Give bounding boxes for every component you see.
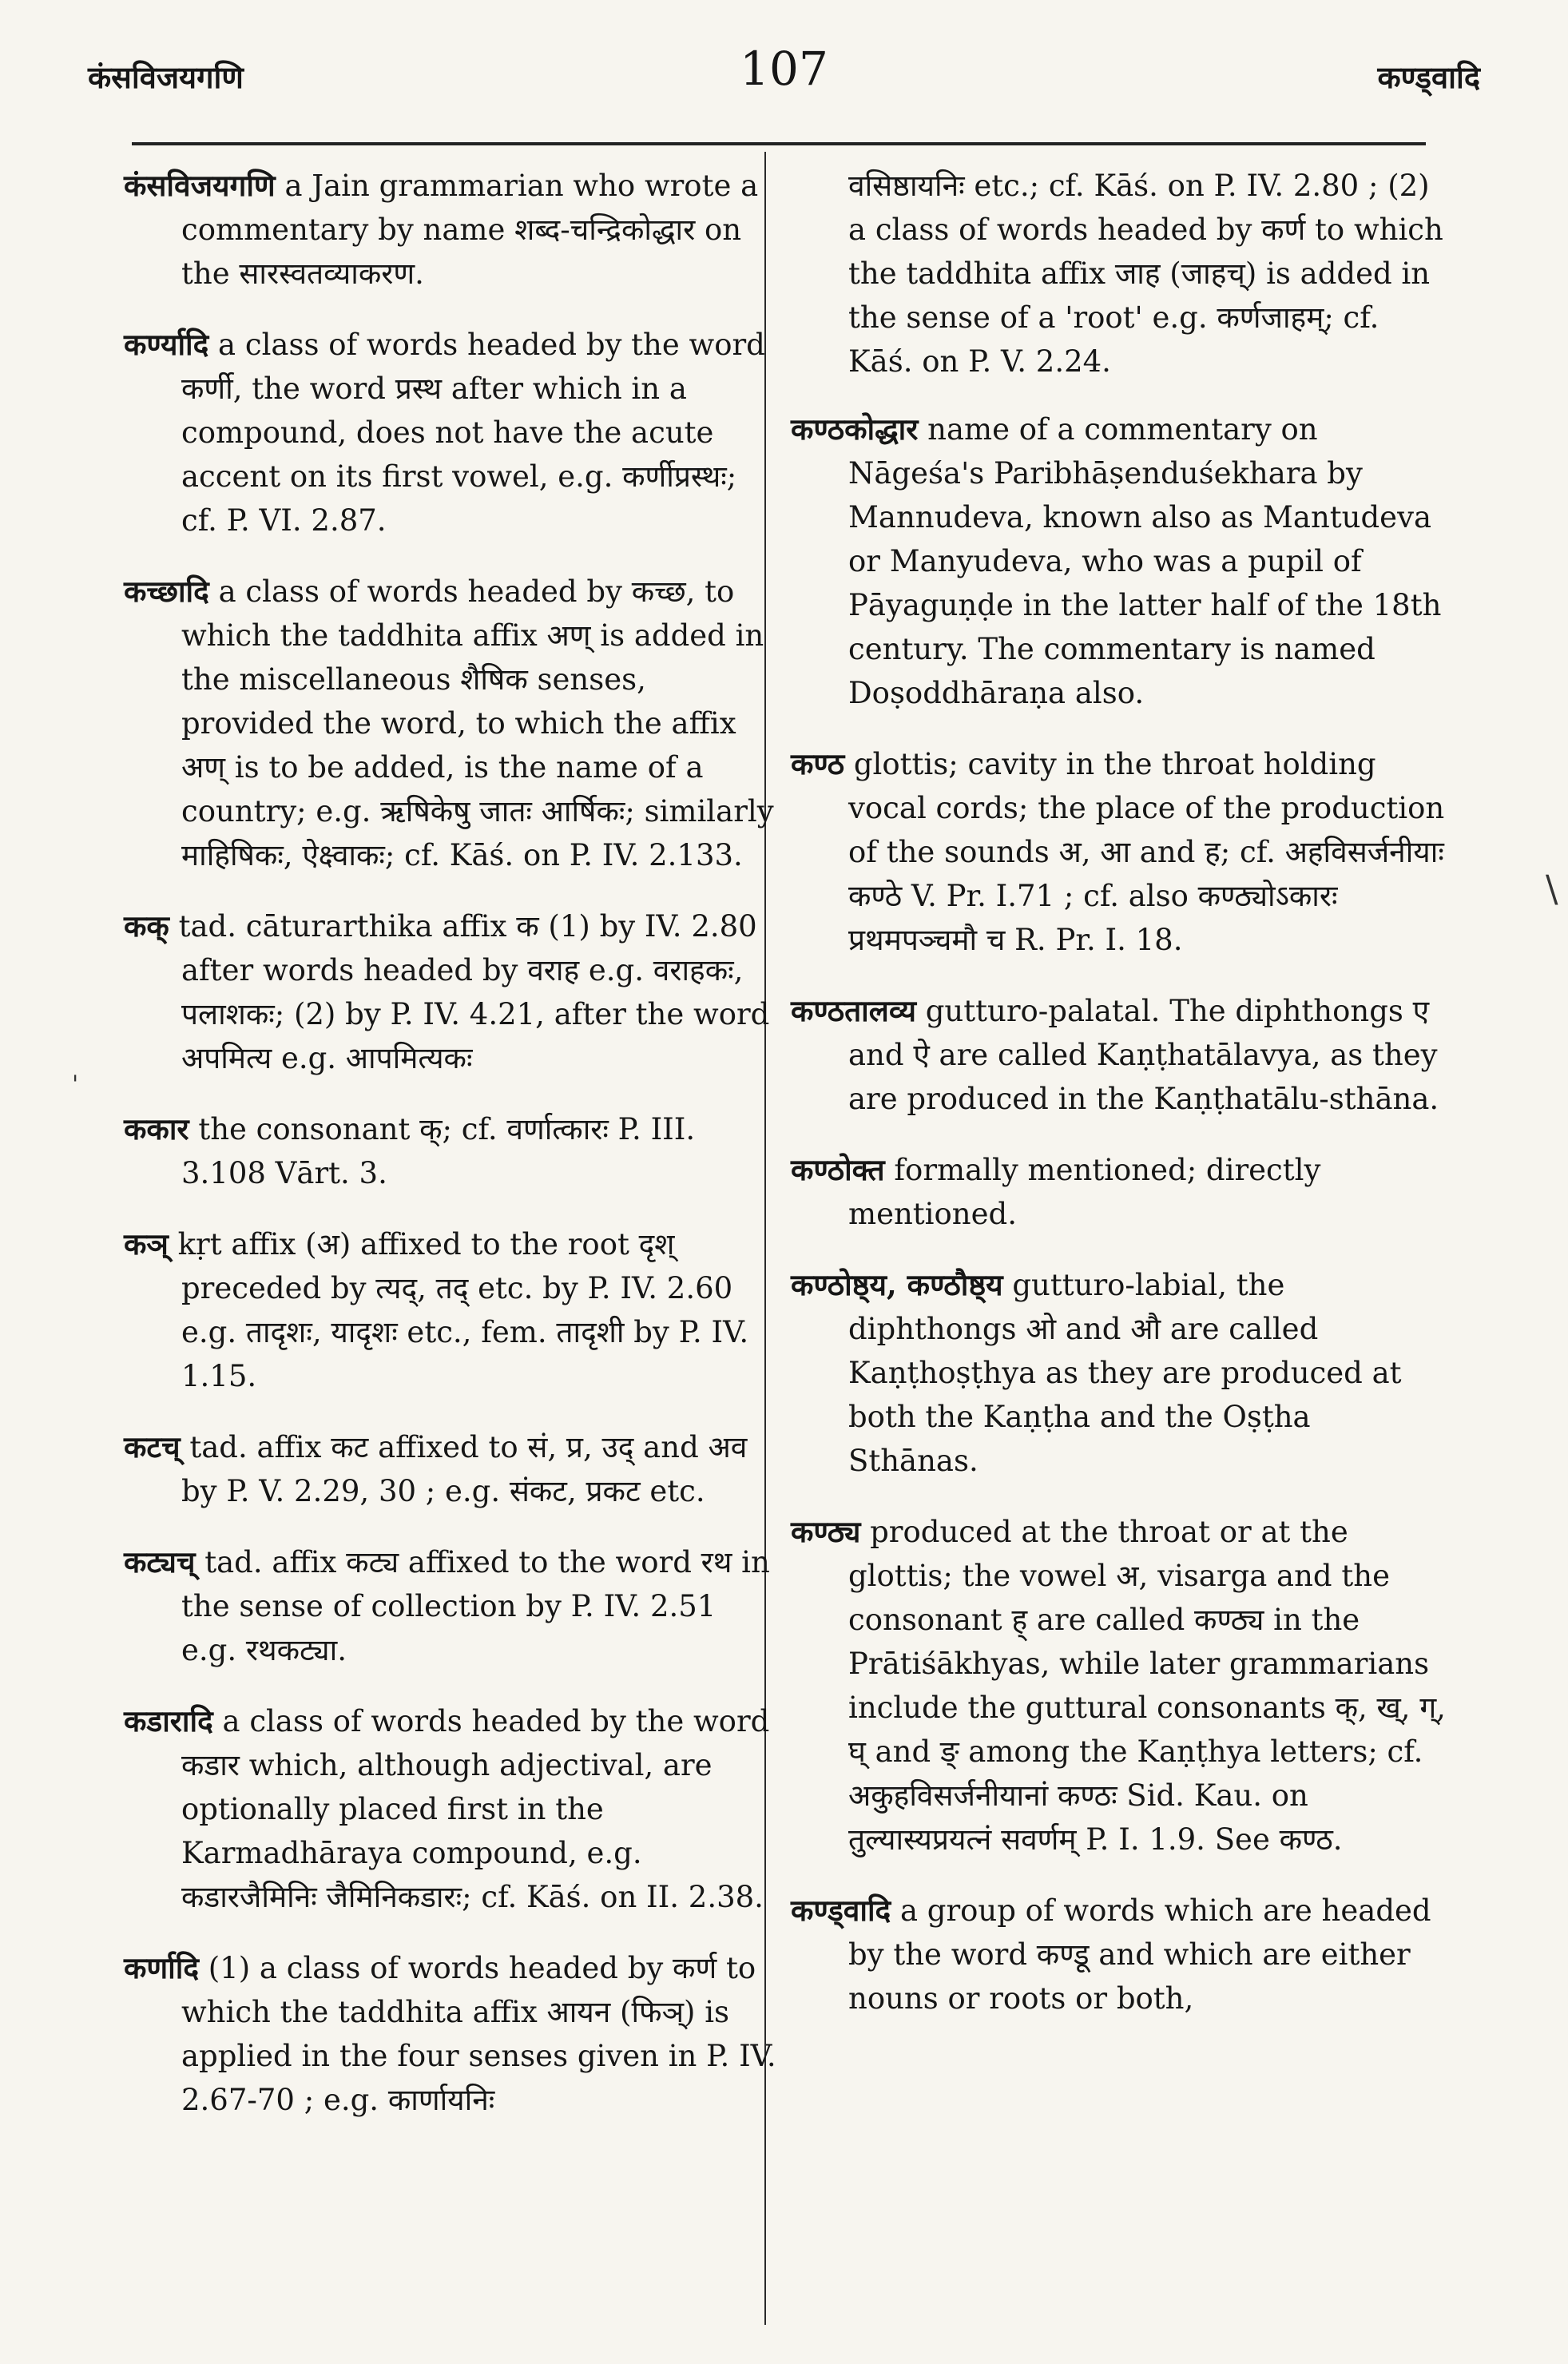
page-number: 107 xyxy=(740,42,828,96)
entry-definition: gutturo-labial, the diphthongs ओ and औ are called Kaṇṭhoṣṭhya as they are produced at both the Kaṇṭha and the Oṣṭha Sthānas. xyxy=(848,1268,1402,1478)
entry-headword: कर्णादि xyxy=(124,1950,199,1985)
entry-continuation: वसिष्ठायनिः etc.; cf. Kāś. on P. IV. 2.80 ; (2) a class of words headed by कर्ण to which the taddhita affix जाह (जाहच्) is added in the sense of a 'root' e.g. कर्णजाहम्; cf. Kāś. on P. V. 2.24. xyxy=(848,169,1443,379)
dictionary-entry xyxy=(124,570,779,877)
entry-definition: a Jain grammarian who wrote a commentary by name शब्द-चन्द्रिकोद्धार on the सारस्वतव्याकरण. xyxy=(181,169,759,291)
entry-headword: कर्ण्यादि xyxy=(124,327,209,362)
entry-headword: कण्ठोक्त xyxy=(791,1152,885,1187)
entry-definition: tad. affix कट affixed to सं, प्र, उद् and अव by P. V. 2.29, 30 ; e.g. संकट, प्रकट etc. xyxy=(181,1430,748,1508)
entry-headword: कच्छादि xyxy=(124,574,209,609)
page-header xyxy=(88,42,1480,105)
entry-definition: tad. cāturarthika affix क (1) by IV. 2.80 after words headed by वराह e.g. वराहकः, पलाशकः; (2) by P. IV. 4.21, after the word अपमित्य e.g. आपमित्यकः xyxy=(178,909,770,1075)
header-left-guideword: कंसविजयगणि xyxy=(88,59,244,95)
entry-headword: कटच् xyxy=(124,1429,181,1464)
entry-definition: a class of words headed by the word कडार which, although adjectival, are optionally placed first in the Karmadhāraya compound, e.g. कडारजैमिनिः जैमिनिकडारः; cf. Kāś. on II. 2.38. xyxy=(181,1704,770,1914)
entry-headword: कण्ठ xyxy=(791,746,845,781)
margin-mark-right: \ xyxy=(1546,867,1558,910)
dictionary-entry xyxy=(791,1889,1446,2020)
dictionary-entry xyxy=(791,742,1446,962)
entry-headword: कट्यच् xyxy=(124,1544,196,1579)
dictionary-entry xyxy=(124,1946,779,2122)
entry-definition: (1) a class of words headed by कर्ण to which the taddhita affix आयन (फिञ्) is applied in the four senses given in P. IV. 2.67-70 ; e.g. कार्णायनिः xyxy=(181,1951,776,2117)
entry-headword: कंसविजयगणि xyxy=(124,168,276,203)
dictionary-entry xyxy=(791,1148,1446,1236)
entry-headword: कञ् xyxy=(124,1226,169,1261)
entry-definition: glottis; cavity in the throat holding vocal cords; the place of the production of the sounds अ, आ and ह; cf. अहविसर्जनीयाः कण्ठे V. Pr. I.71 ; cf. also कण्ठ्योऽकारः प्रथमपञ्चमौ च R. Pr. I. 18. xyxy=(848,747,1445,957)
entry-headword: कण्ठतालव्य xyxy=(791,993,916,1028)
dictionary-entry xyxy=(791,1263,1446,1483)
entry-headword: कक् xyxy=(124,908,169,944)
entry-definition: the consonant क्; cf. वर्णात्कारः P. III. 3.108 Vārt. 3. xyxy=(181,1112,696,1190)
entry-definition: gutturo-palatal. The diphthongs ए and ऐ are called Kaṇṭhatālavya, as they are produced in the Kaṇṭhatālu-sthāna. xyxy=(848,994,1439,1116)
margin-mark-left: ' xyxy=(72,1071,79,1099)
right-column xyxy=(791,164,1446,2048)
entry-definition: a group of words which are headed by the word कण्डू and which are either nouns or roots or both, xyxy=(848,1893,1431,2016)
entry-definition: formally mentioned; directly mentioned. xyxy=(848,1153,1321,1231)
header-rule xyxy=(132,142,1426,145)
entry-headword: कण्ठोष्ठ्य, कण्ठौष्ठ्य xyxy=(791,1267,1003,1302)
entry-definition: a class of words headed by कच्छ, to which the taddhita affix अण् is added in the miscellaneous शैषिक senses, provided the word, to which the affix अण् is to be added, is the name of a country; e.g. ऋषिकेषु जातः आर्षिकः; similarly माहिषिकः, ऐक्ष्वाकः; cf. Kāś. on P. IV. 2.133. xyxy=(181,574,774,872)
dictionary-entry xyxy=(124,164,779,296)
left-column xyxy=(124,164,779,2149)
entry-definition: tad. affix कट्य affixed to the word रथ in the sense of collection by P. IV. 2.51 e.g. रथकट्या. xyxy=(181,1545,770,1667)
dictionary-entry xyxy=(791,407,1446,715)
dictionary-entry xyxy=(124,1222,779,1398)
dictionary-entry xyxy=(124,1425,779,1513)
entry-definition: kṛt affix (अ) affixed to the root दृश् preceded by त्यद्, तद् etc. by P. IV. 2.60 e.g. तादृशः, यादृशः etc., fem. तादृशी by P. IV. 1.15. xyxy=(177,1227,749,1393)
entry-definition: a class of words headed by the word कर्णी, the word प्रस्थ after which in a compound, does not have the acute accent on its first vowel, e.g. कर्णीप्रस्थः; cf. P. VI. 2.87. xyxy=(181,328,765,538)
dictionary-entry xyxy=(124,1699,779,1919)
dictionary-entry xyxy=(124,904,779,1080)
dictionary-entry xyxy=(124,323,779,542)
entry-headword: कडारादि xyxy=(124,1703,213,1738)
dictionary-entry xyxy=(124,1540,779,1672)
entry-headword: कण्ठकोद्धार xyxy=(791,411,919,447)
entry-headword: ककार xyxy=(124,1111,189,1146)
entry-headword: कण्ड्वादि xyxy=(791,1893,891,1928)
entry-definition: name of a commentary on Nāgeśa's Paribhāṣenduśekhara by Mannudeva, known also as Mantudeva or Manyudeva, who was a pupil of Pāyaguṇḍe in the latter half of the 18th century. The commentary is named Doṣoddhāraṇa also. xyxy=(848,412,1442,710)
dictionary-entry xyxy=(791,1510,1446,1861)
dictionary-entry xyxy=(124,1107,779,1195)
dictionary-entry xyxy=(791,989,1446,1121)
header-right-guideword: कण्ड्वादि xyxy=(1377,59,1480,95)
entry-headword: कण्ठ्य xyxy=(791,1514,861,1549)
entry-definition: produced at the throat or at the glottis; the vowel अ, visarga and the consonant ह् are called कण्ठ्य in the Prātiśākhyas, while later grammarians include the guttural consonants क्, ख्, ग्, घ् and ङ् among the Kaṇṭhya letters; cf. अकुहविसर्जनीयानां कण्ठः Sid. Kau. on तुल्यास्यप्रयत्नं सवर्णम् P. I. 1.9. See कण्ठ. xyxy=(848,1515,1446,1857)
